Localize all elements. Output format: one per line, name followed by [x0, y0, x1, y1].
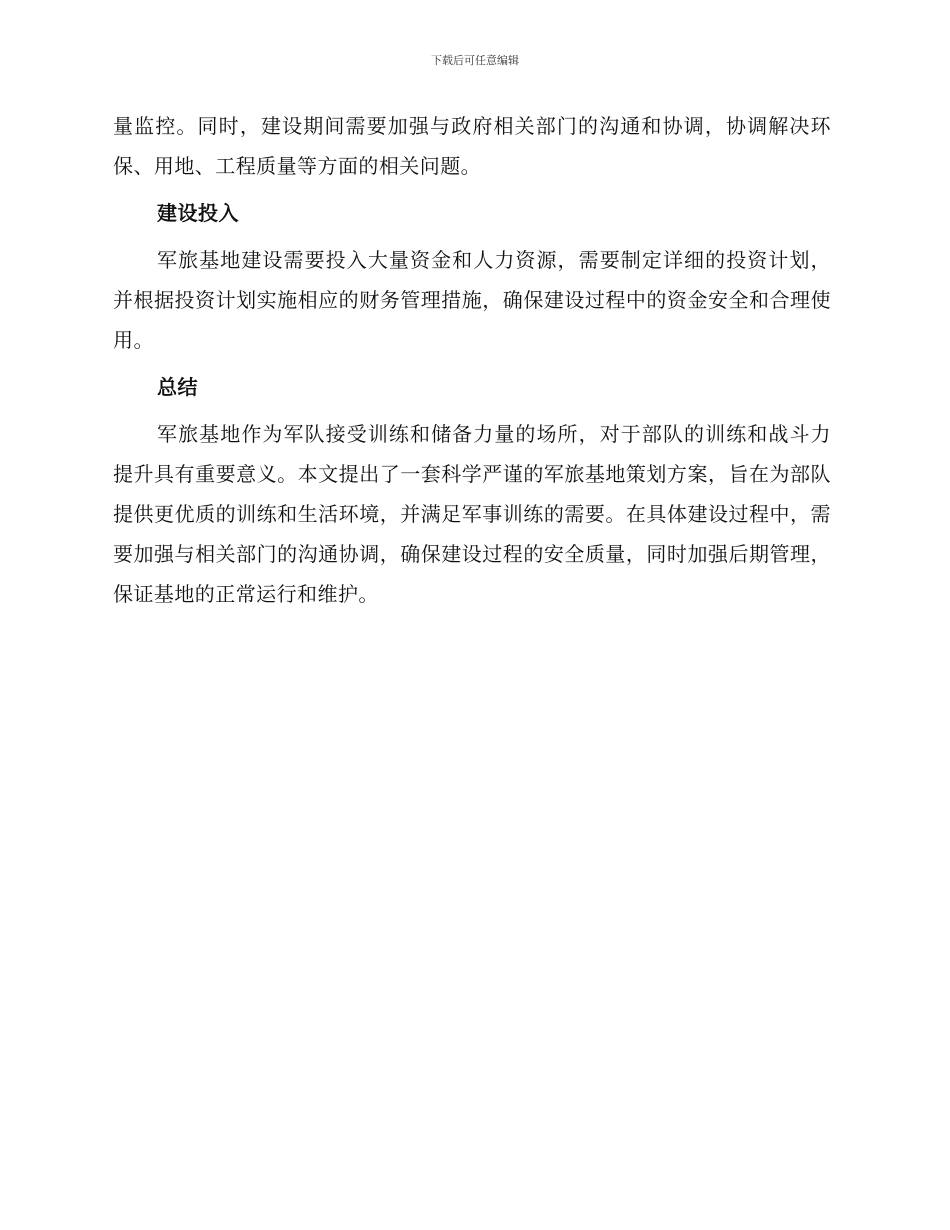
- section-heading-summary: 总结: [157, 375, 198, 399]
- paragraph-continuation: 量监控。同时，建设期间需要加强与政府相关部门的沟通和协调，协调解决环保、用地、工程质量等方面的相关问题。: [113, 114, 831, 178]
- page-header-note: 下载后可任意编辑: [431, 54, 519, 67]
- section-heading-investment: 建设投入: [157, 201, 239, 225]
- paragraph-summary: 军旅基地作为军队接受训练和储备力量的场所，对于部队的训练和战斗力提升具有重要意义。本文提出了一套科学严谨的军旅基地策划方案，旨在为部队提供更优质的训练和生活环境，并满足军事训练的需要。在具体建设过程中，需要加强与相关部门的沟通协调，确保建设过程的安全质量，同时加强后期管理，保证基地的正常运行和维护。: [113, 422, 831, 606]
- document-body: [113, 106, 831, 614]
- paragraph-investment: 军旅基地建设需要投入大量资金和人力资源，需要制定详细的投资计划，并根据投资计划实施相应的财务管理措施，确保建设过程中的资金安全和合理使用。: [113, 248, 831, 352]
